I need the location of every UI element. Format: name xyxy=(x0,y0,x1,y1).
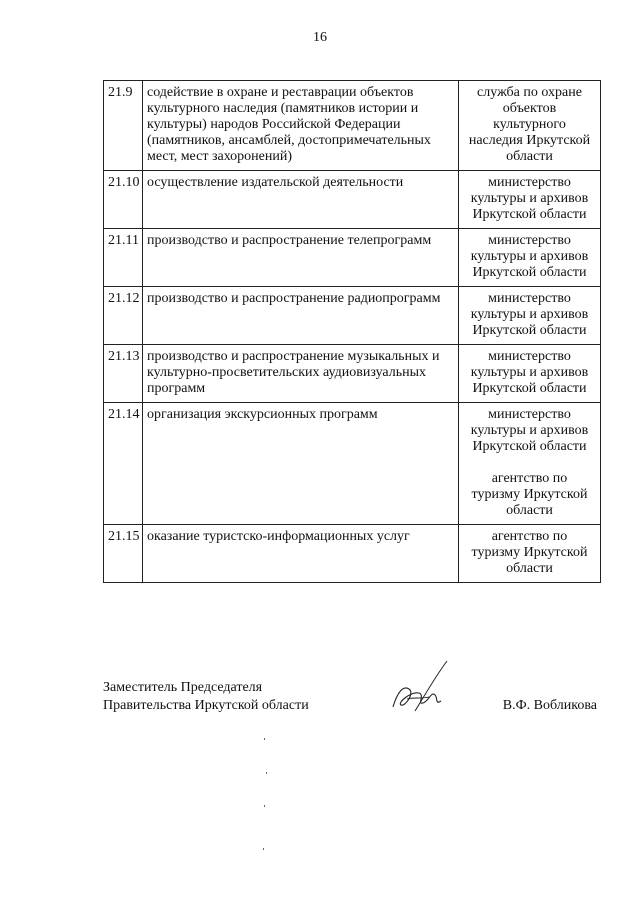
table-row xyxy=(104,525,601,583)
authority-line: министерство xyxy=(488,233,571,248)
table-row xyxy=(104,403,601,525)
authority-line: культуры и архивов xyxy=(470,191,589,206)
authority-line: Иркутской области xyxy=(472,323,587,338)
authority-line: области xyxy=(506,561,553,576)
row-number: 21.13 xyxy=(104,345,143,403)
authority-line xyxy=(463,455,596,471)
scan-speck xyxy=(264,738,265,740)
authority-line: культурного xyxy=(493,117,566,132)
row-number: 21.9 xyxy=(104,81,143,171)
activity-description: производство и распространение музыкальных и культурно-просветительских аудиовизуальных программ xyxy=(143,345,459,403)
responsible-authority xyxy=(459,525,601,583)
row-number: 21.14 xyxy=(104,403,143,525)
responsible-authority xyxy=(459,171,601,229)
row-number: 21.15 xyxy=(104,525,143,583)
row-number: 21.12 xyxy=(104,287,143,345)
authority-line: наследия Иркутской xyxy=(468,133,591,148)
handwritten-signature xyxy=(385,655,455,720)
activity-description: содействие в охране и реставрации объектов культурного наследия (памятников истории и культуры) народов Российской Федерации (памятников, ансамблей, достопримечательных мест, мест захоронений) xyxy=(143,81,459,171)
scan-speck xyxy=(266,772,267,774)
table-row xyxy=(104,345,601,403)
authority-line: объектов xyxy=(502,101,557,116)
activity-description: производство и распространение телепрограмм xyxy=(143,229,459,287)
signatory-position-line2: Правительства Иркутской области xyxy=(103,698,309,713)
authority-line: культуры и архивов xyxy=(470,249,589,264)
activity-description: оказание туристско-информационных услуг xyxy=(143,525,459,583)
authority-line: агентство по xyxy=(491,471,568,486)
authority-line: министерство xyxy=(488,175,571,190)
authority-line: области xyxy=(506,503,553,518)
authority-line: служба по охране xyxy=(477,85,582,100)
activity-description: организация экскурсионных программ xyxy=(143,403,459,525)
signature-block xyxy=(103,679,309,715)
authority-line: министерство xyxy=(488,291,571,306)
scan-speck xyxy=(264,805,265,807)
row-number: 21.10 xyxy=(104,171,143,229)
responsible-authority xyxy=(459,287,601,345)
table-row xyxy=(104,229,601,287)
table-row xyxy=(104,171,601,229)
table-row xyxy=(104,287,601,345)
signatory-position-line1: Заместитель Председателя xyxy=(103,680,263,695)
authority-line: Иркутской области xyxy=(472,265,587,280)
signatory-name: В.Ф. Вобликова xyxy=(502,698,597,713)
authority-line: Иркутской области xyxy=(472,207,587,222)
activity-description: осуществление издательской деятельности xyxy=(143,171,459,229)
table-row xyxy=(104,81,601,171)
authority-line: туризму Иркутской xyxy=(471,545,588,560)
authority-line: области xyxy=(506,149,553,164)
row-number: 21.11 xyxy=(104,229,143,287)
authority-line: культуры и архивов xyxy=(470,365,589,380)
activity-description: производство и распространение радиопрограмм xyxy=(143,287,459,345)
page-number: 16 xyxy=(313,30,327,45)
authority-line: агентство по xyxy=(491,529,568,544)
responsible-authority xyxy=(459,81,601,171)
authority-line: министерство xyxy=(488,407,571,422)
authority-line: министерство xyxy=(488,349,571,364)
authority-line: туризму Иркутской xyxy=(471,487,588,502)
scan-speck xyxy=(263,848,264,850)
activities-table xyxy=(103,80,601,583)
authority-line: культуры и архивов xyxy=(470,307,589,322)
authority-line: культуры и архивов xyxy=(470,423,589,438)
responsible-authority xyxy=(459,229,601,287)
authority-line: Иркутской области xyxy=(472,381,587,396)
responsible-authority xyxy=(459,345,601,403)
authority-line: Иркутской области xyxy=(472,439,587,454)
responsible-authority xyxy=(459,403,601,525)
